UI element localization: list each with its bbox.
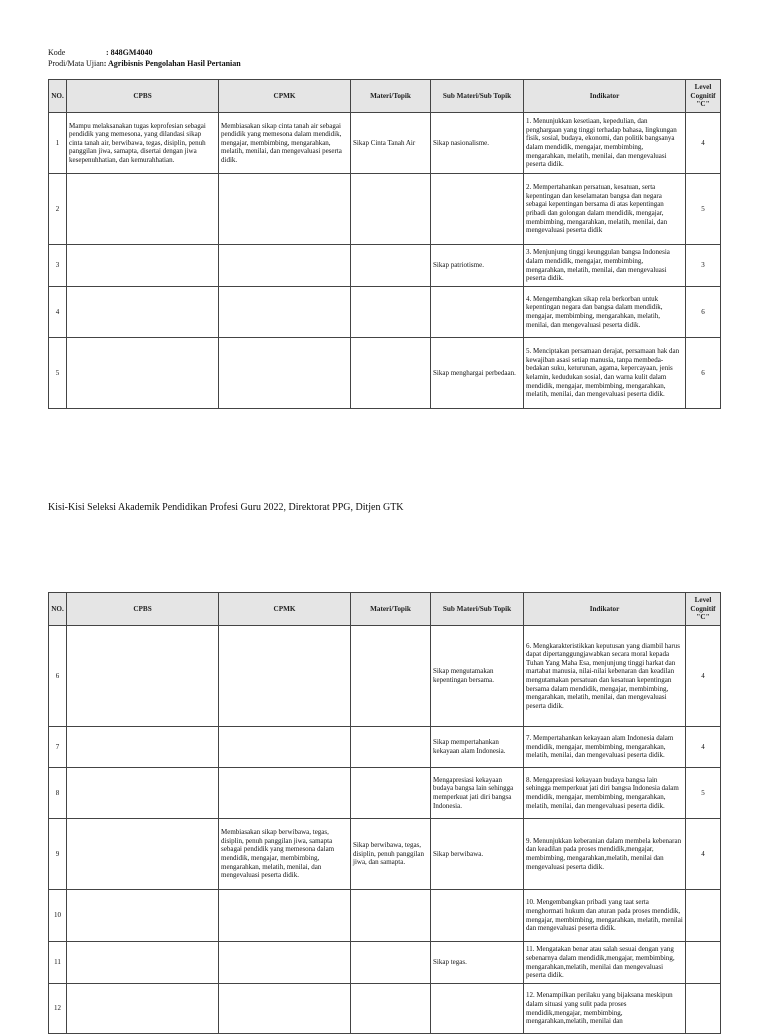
col-cpbs-header: CPBS [67, 593, 219, 626]
sub-materi-cell [431, 174, 524, 245]
row-number: 1 [49, 113, 67, 174]
cpmk-cell [219, 174, 351, 245]
materi-cell [351, 984, 431, 1034]
materi-cell [351, 338, 431, 409]
sub-materi-cell: Sikap menghargai perbedaan. [431, 338, 524, 409]
cpbs-cell [67, 287, 219, 338]
table-row [49, 890, 721, 942]
sub-materi-cell: Sikap patriotisme. [431, 245, 524, 287]
table-row [49, 338, 721, 409]
row-number: 7 [49, 727, 67, 768]
col-sub-materi-header: Sub Materi/Sub Topik [431, 593, 524, 626]
cpmk-cell [219, 626, 351, 727]
cpmk-cell [219, 338, 351, 409]
col-no-header: NO. [49, 80, 67, 113]
row-number: 4 [49, 287, 67, 338]
level-cell: 4 [686, 727, 721, 768]
indikator-cell: 2. Mempertahankan persatuan, kesatuan, serta kepentingan dan keselamatan bangsa dan negara sebagai kepentingan bersama di atas kepentingan pribadi dan golongan dalam mendidik, mengajar, membimbing, mengarahkan, melatih, menilai, dan mengevaluasi peserta didik [524, 174, 686, 245]
sub-materi-cell: Sikap tegas. [431, 942, 524, 984]
col-cpmk-header: CPMK [219, 593, 351, 626]
row-number: 6 [49, 626, 67, 727]
cpmk-cell: Membiasakan sikap cinta tanah air sebagai pendidik yang memesona dalam mendidik, mengajar, membimbing, mengarahkan, melatih, menilai, dan mengevaluasi peserta didik. [219, 113, 351, 174]
materi-cell [351, 942, 431, 984]
materi-cell [351, 890, 431, 942]
indikator-cell: 8. Mengapresiasi kekayaan budaya bangsa lain sehingga memperkuat jati diri bangsa Indonesia dalam mendidik, mengajar, membimbing, mengarahkan, melatih, menilai, dan mengevaluasi peserta didik. [524, 768, 686, 819]
footer-note: Kisi-Kisi Seleksi Akademik Pendidikan Profesi Guru 2022, Direktorat PPG, Ditjen GTK [48, 502, 404, 513]
sub-materi-cell [431, 984, 524, 1034]
indikator-cell: 11. Mengatakan benar atau salah sesuai dengan yang sebenarnya dalam mendidik,mengajar, membimbing, mengarahkan,melatih, menilai dan mengevaluasi peserta didik. [524, 942, 686, 984]
materi-cell [351, 287, 431, 338]
table-row [49, 819, 721, 890]
table-row [49, 113, 721, 174]
cpbs-cell [67, 984, 219, 1034]
col-indikator-header: Indikator [524, 593, 686, 626]
row-number: 11 [49, 942, 67, 984]
materi-cell [351, 626, 431, 727]
col-materi-header: Materi/Topik [351, 80, 431, 113]
kode-row [48, 47, 241, 58]
col-sub-materi-header: Sub Materi/Sub Topik [431, 80, 524, 113]
level-cell: 4 [686, 819, 721, 890]
indikator-cell: 10. Mengembangkan pribadi yang taat serta menghormati hukum dan aturan pada proses mendidik, mengajar, membimbing, mengarahkan, melatih, menilai dan mengevaluasi peserta didik. [524, 890, 686, 942]
level-cell [686, 984, 721, 1034]
cpbs-cell [67, 768, 219, 819]
level-cell [686, 890, 721, 942]
cpmk-cell: Membiasakan sikap berwibawa, tegas, disiplin, penuh panggilan jiwa, samapta sebagai pendidik yang memesona dalam mendidik, mengajar, membimbing, mengarahkan, melatih, menilai, dan mengevaluasi peserta didik. [219, 819, 351, 890]
level-cell: 3 [686, 245, 721, 287]
indikator-cell: 7. Mempertahankan kekayaan alam Indonesia dalam mendidik, mengajar, membimbing, mengarahkan, melatih, menilai, dan mengevaluasi peserta didik. [524, 727, 686, 768]
cpmk-cell [219, 984, 351, 1034]
materi-cell: Sikap berwibawa, tegas, disiplin, penuh panggilan jiwa, dan samapta. [351, 819, 431, 890]
col-level-header: Level Cognitif "C" [686, 80, 721, 113]
table-header-row [49, 80, 721, 113]
cpbs-cell [67, 338, 219, 409]
sub-materi-cell: Sikap berwibawa. [431, 819, 524, 890]
row-number: 8 [49, 768, 67, 819]
level-cell: 4 [686, 626, 721, 727]
table-row [49, 626, 721, 727]
row-number: 3 [49, 245, 67, 287]
row-number: 2 [49, 174, 67, 245]
cpbs-cell [67, 245, 219, 287]
sub-materi-cell: Sikap mempertahankan kekayaan alam Indonesia. [431, 727, 524, 768]
table-row [49, 287, 721, 338]
sub-materi-cell [431, 890, 524, 942]
table-row [49, 245, 721, 287]
row-number: 5 [49, 338, 67, 409]
col-level-header: Level Cognitif "C" [686, 593, 721, 626]
cpmk-cell [219, 890, 351, 942]
sub-materi-cell: Sikap mengutamakan kepentingan bersama. [431, 626, 524, 727]
cpmk-cell [219, 287, 351, 338]
materi-cell [351, 768, 431, 819]
materi-cell: Sikap Cinta Tanah Air [351, 113, 431, 174]
col-materi-header: Materi/Topik [351, 593, 431, 626]
table-row [49, 768, 721, 819]
kisi-kisi-table-page-2 [48, 592, 721, 1034]
cpbs-cell [67, 626, 219, 727]
sub-materi-cell: Sikap nasionalisme. [431, 113, 524, 174]
kisi-kisi-table-page-1 [48, 79, 721, 409]
prodi-label: Prodi/Mata Ujian [48, 59, 104, 68]
kode-label: Kode [48, 48, 66, 57]
cpbs-cell [67, 890, 219, 942]
prodi-value: : Agribisnis Pengolahan Hasil Pertanian [103, 59, 241, 68]
table-row [49, 174, 721, 245]
cpmk-cell [219, 727, 351, 768]
indikator-cell: 9. Menunjukkan keberanian dalam membela kebenaran dan keadilan pada proses mendidik,mengajar, membimbing, mengarahkan,melatih, menilai dan mengevaluasi peserta didik. [524, 819, 686, 890]
prodi-row [48, 58, 241, 69]
kode-value: : 848GM4040 [106, 48, 153, 57]
col-indikator-header: Indikator [524, 80, 686, 113]
indikator-cell: 1. Menunjukkan kesetiaan, kepedulian, dan penghargaan yang tinggi terhadap bahasa, lingkungan fisik, sosial, budaya, ekonomi, dan politik bangsanya dalam mendidik, mengajar, membimbing, mengarahkan, melatih, menilai, dan mengevaluasi peserta didik. [524, 113, 686, 174]
level-cell: 5 [686, 768, 721, 819]
sub-materi-cell [431, 287, 524, 338]
table-row [49, 727, 721, 768]
cpbs-cell [67, 727, 219, 768]
table-row [49, 984, 721, 1034]
level-cell [686, 942, 721, 984]
materi-cell [351, 245, 431, 287]
level-cell: 5 [686, 174, 721, 245]
level-cell: 4 [686, 113, 721, 174]
document-meta [48, 47, 241, 69]
row-number: 12 [49, 984, 67, 1034]
cpmk-cell [219, 768, 351, 819]
row-number: 9 [49, 819, 67, 890]
materi-cell [351, 727, 431, 768]
indikator-cell: 12. Menampilkan perilaku yang bijaksana meskipun dalam situasi yang sulit pada proses mendidik,mengajar, membimbing, mengarahkan,melatih, menilai dan [524, 984, 686, 1034]
indikator-cell: 4. Mengembangkan sikap rela berkorban untuk kepentingan negara dan bangsa dalam mendidik, mengajar, membimbing, mengarahkan, melatih, menilai, dan mengevaluasi peserta didik. [524, 287, 686, 338]
indikator-cell: 5. Menciptakan persamaan derajat, persamaan hak dan kewajiban asasi setiap manusia, tanpa membeda-bedakan suku, keturunan, agama, kepercayaan, jenis kelamin, kedudukan sosial, dan warna kulit dalam mendidik, mengajar, membimbing, mengarahkan, melatih, menilai, dan mengevaluasi peserta didik. [524, 338, 686, 409]
cpmk-cell [219, 245, 351, 287]
cpbs-cell [67, 819, 219, 890]
cpmk-cell [219, 942, 351, 984]
col-cpmk-header: CPMK [219, 80, 351, 113]
sub-materi-cell: Mengapresiasi kekayaan budaya bangsa lain sehingga memperkuat jati diri bangsa Indonesia. [431, 768, 524, 819]
row-number: 10 [49, 890, 67, 942]
col-no-header: NO. [49, 593, 67, 626]
cpbs-cell: Mampu melaksanakan tugas keprofesian sebagai pendidik yang memesona, yang dilandasi sikap cinta tanah air, berwibawa, tegas, disiplin, penuh panggilan jiwa, samapta, disertai dengan jiwa kesepenuhhatian, dan kemurahhatian. [67, 113, 219, 174]
indikator-cell: 3. Menjunjung tinggi keunggulan bangsa Indonesia dalam mendidik, mengajar, membimbing, mengarahkan, melatih, menilai, dan mengevaluasi peserta didik. [524, 245, 686, 287]
cpbs-cell [67, 942, 219, 984]
indikator-cell: 6. Mengkarakteristikkan keputusan yang diambil harus dapat dipertanggungjawabkan secara moral kepada Tuhan Yang Maha Esa, menjunjung tinggi harkat dan martabat manusia, nilai-nilai kebenaran dan keadilan mengutamakan persatuan dan kesatuan kepentingan bersama dalam mendidik, mengajar, membimbing, mengarahkan, melatih, menilai, dan mengevaluasi peserta didik. [524, 626, 686, 727]
col-cpbs-header: CPBS [67, 80, 219, 113]
materi-cell [351, 174, 431, 245]
level-cell: 6 [686, 287, 721, 338]
level-cell: 6 [686, 338, 721, 409]
table-header-row [49, 593, 721, 626]
cpbs-cell [67, 174, 219, 245]
table-row [49, 942, 721, 984]
